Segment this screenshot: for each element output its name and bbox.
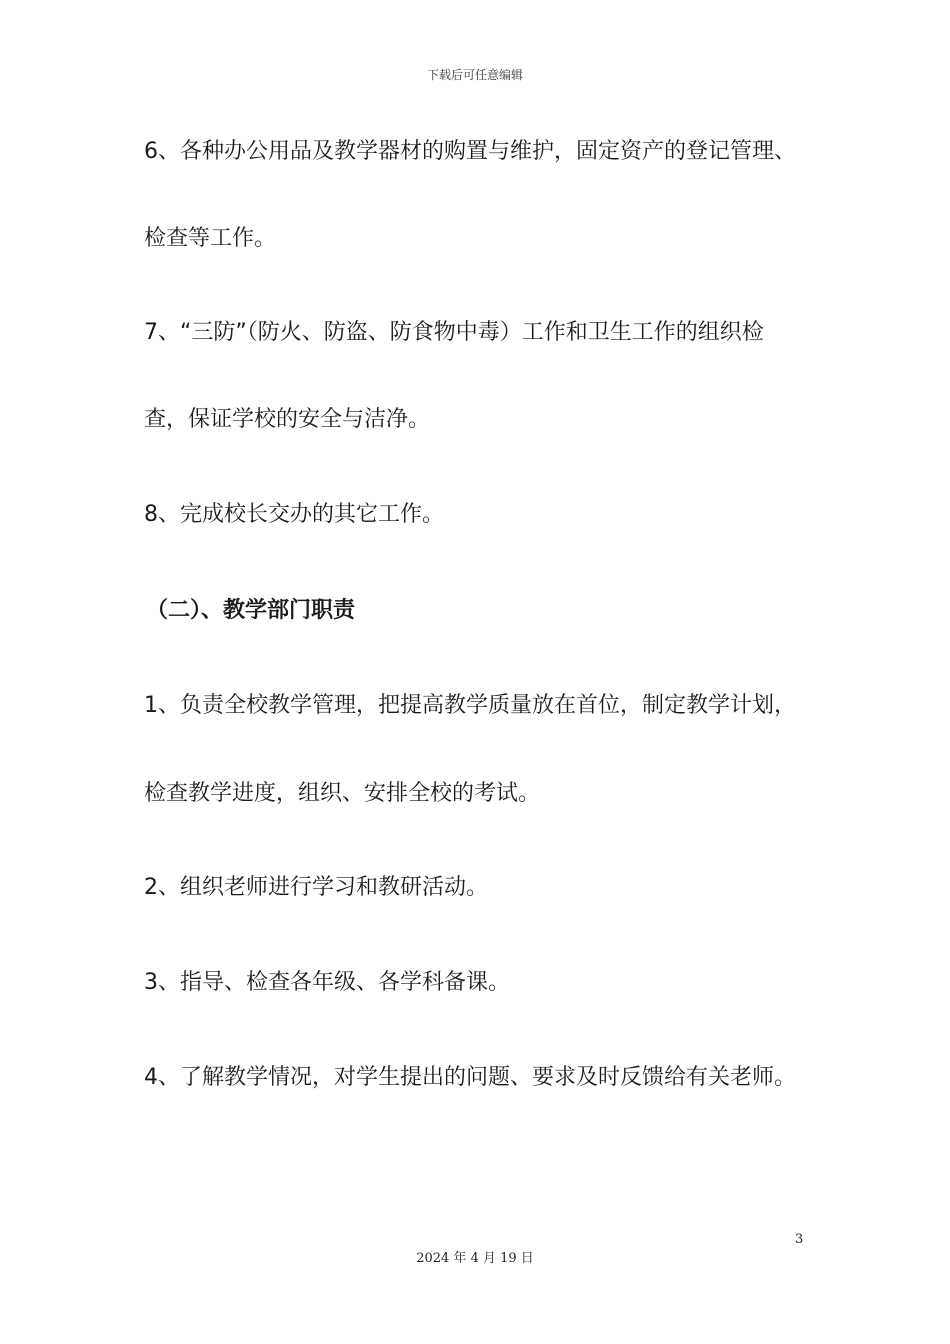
paragraph-line: 6、各种办公用品及教学器材的购置与维护，固定资产的登记管理、 bbox=[144, 139, 796, 164]
page-number: 3 bbox=[795, 1232, 804, 1247]
paragraph-line: 检查教学进度，组织、安排全校的考试。 bbox=[144, 781, 541, 806]
paragraph-line: 检查等工作。 bbox=[144, 226, 277, 251]
paragraph-line: 3、指导、检查各年级、各学科备课。 bbox=[144, 970, 510, 995]
page-header: 下载后可任意编辑 bbox=[426, 68, 523, 82]
footer-date: 2024 年 4 月 19 日 bbox=[416, 1251, 534, 1266]
paragraph-line: 查，保证学校的安全与洁净。 bbox=[144, 407, 431, 432]
paragraph-line: 4、了解教学情况，对学生提出的问题、要求及时反馈给有关老师。 bbox=[144, 1065, 796, 1090]
paragraph-line: 1、负责全校教学管理，把提高教学质量放在首位，制定教学计划， bbox=[144, 693, 796, 718]
paragraph-line: 2、组织老师进行学习和教研活动。 bbox=[144, 875, 488, 900]
paragraph-line: 8、完成校长交办的其它工作。 bbox=[144, 502, 444, 527]
section-heading: （二）、教学部门职责 bbox=[146, 598, 356, 623]
paragraph-line: 7、“三防”（防火、防盗、防食物中毒）工作和卫生工作的组织检 bbox=[144, 320, 764, 345]
